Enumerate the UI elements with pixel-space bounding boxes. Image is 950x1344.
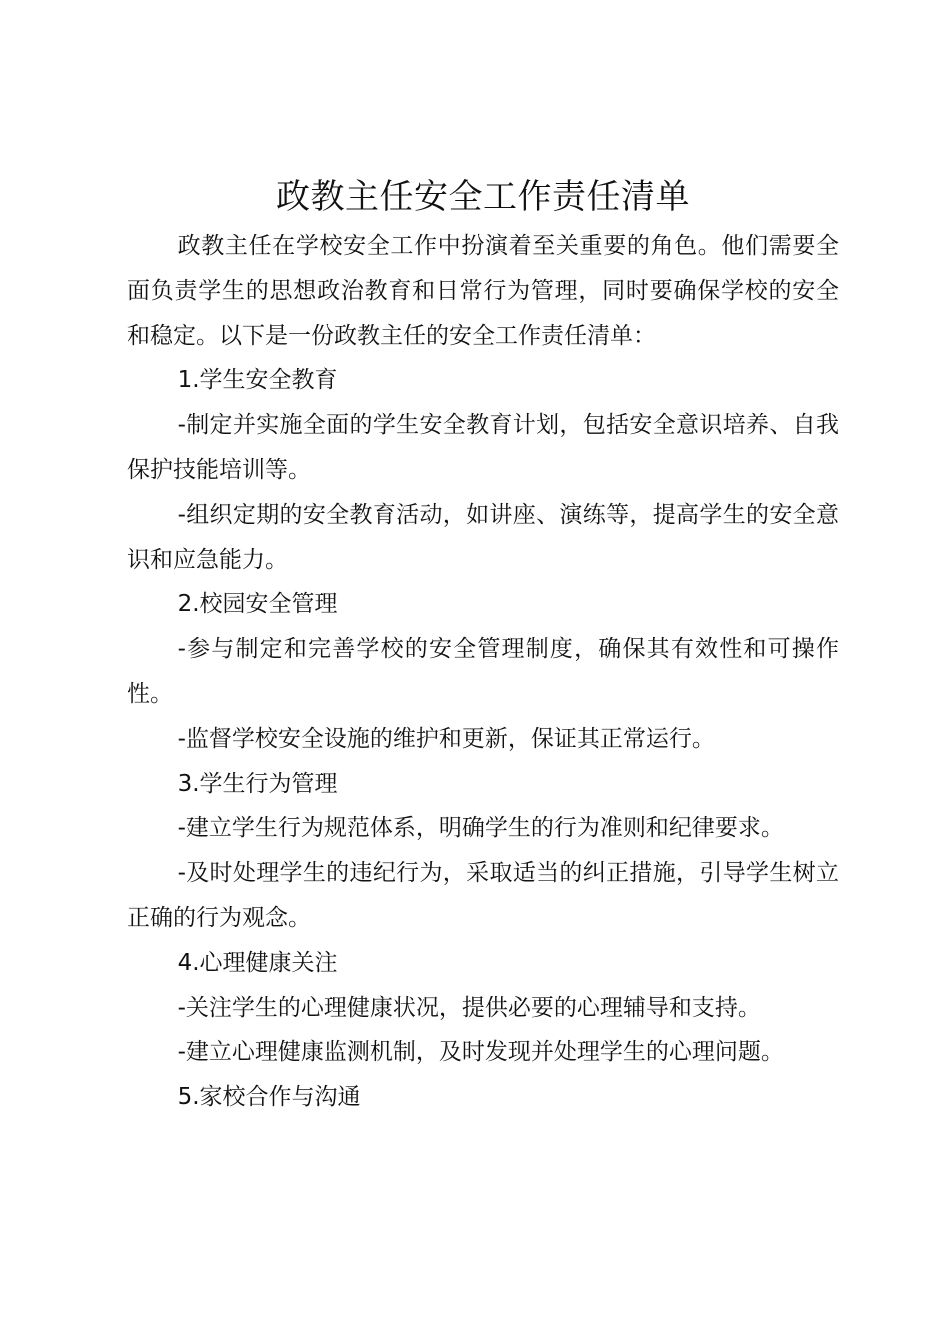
section-1-item-2: -组织定期的安全教育活动，如讲座、演练等，提高学生的安全意识和应急能力。	[127, 501, 839, 573]
section-heading-4: 4.心理健康关注	[177, 949, 338, 976]
section-2-item-1: -参与制定和完善学校的安全管理制度，确保其有效性和可操作性。	[127, 636, 839, 707]
section-heading-5: 5.家校合作与沟通	[177, 1084, 361, 1111]
document-page	[127, 172, 839, 1120]
document-title: 政教主任安全工作责任清单	[276, 177, 690, 217]
section-3-item-2: -及时处理学生的违纪行为，采取适当的纠正措施，引导学生树立正确的行为观念。	[127, 860, 839, 931]
section-heading-1: 1.学生安全教育	[177, 367, 338, 394]
section-heading-3: 3.学生行为管理	[177, 770, 338, 797]
section-2-item-2: -监督学校安全设施的维护和更新，保证其正常运行。	[177, 725, 715, 752]
section-heading-2: 2.校园安全管理	[177, 591, 338, 618]
section-4-item-2: -建立心理健康监测机制，及时发现并处理学生的心理问题。	[177, 1039, 784, 1066]
section-3-item-1: -建立学生行为规范体系，明确学生的行为准则和纪律要求。	[177, 815, 784, 842]
intro-paragraph: 政教主任在学校安全工作中扮演着至关重要的角色。他们需要全面负责学生的思想政治教育和日常行为管理，同时要确保学校的安全和稳定。以下是一份政教主任的安全工作责任清单：	[127, 233, 839, 349]
section-4-item-1: -关注学生的心理健康状况，提供必要的心理辅导和支持。	[177, 994, 761, 1021]
section-1-item-1: -制定并实施全面的学生安全教育计划，包括安全意识培养、自我保护技能培训等。	[127, 412, 839, 483]
